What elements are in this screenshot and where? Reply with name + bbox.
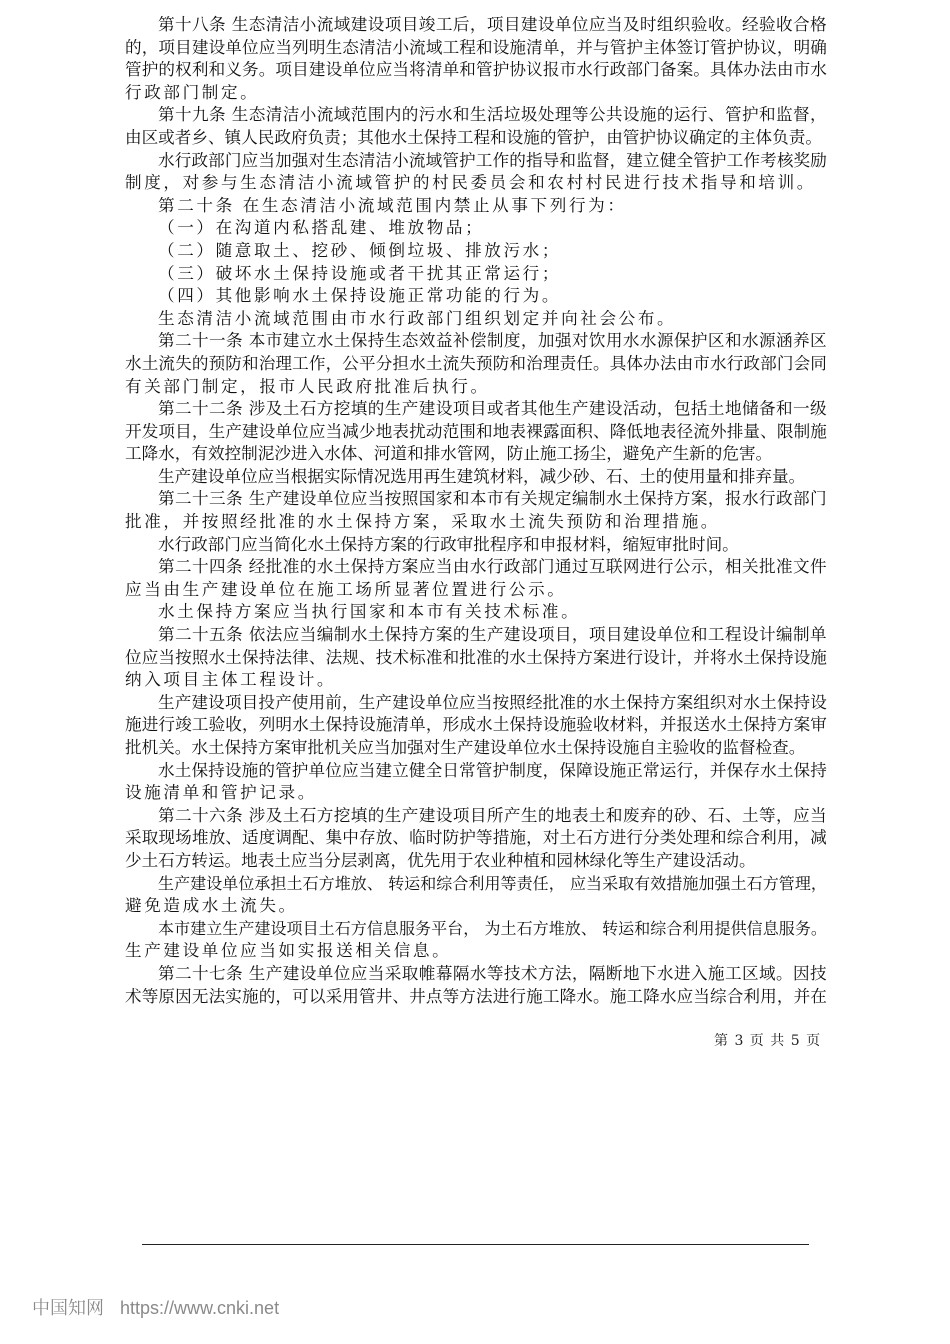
text-line: （四）其他影响水土保持设施正常功能的行为。 (158, 286, 562, 306)
text-line: 水土保持设施的管护单位应当建立健全日常管护制度，保障设施正常运行，并保存水土保持 (158, 760, 827, 780)
text-line: 第二十五条 依法应当编制水土保持方案的生产建设项目，项目建设单位和工程设计编制单 (158, 625, 827, 645)
text-line: 少土石方转运。地表土应当分层剥离，优先用于农业种植和园林绿化等生产建设活动。 (125, 850, 756, 870)
text-line: 本市建立生产建设项目土石方信息服务平台， 为土石方堆放、 转运和综合利用提供信息服务。 (158, 918, 827, 938)
text-line: 第二十三条 生产建设单位应当按照国家和本市有关规定编制水土保持方案，报水行政部门 (158, 489, 827, 509)
text-line: 生产建设单位应当如实报送相关信息。 (125, 941, 452, 961)
document-body (125, 14, 827, 1008)
text-line: 生产建设单位应当根据实际情况选用再生建筑材料，减少砂、石、土的使用量和排弃量。 (158, 466, 806, 486)
text-line: 批机关。水土保持方案审批机关应当加强对生产建设单位水土保持设施自主验收的监督检查。 (125, 738, 806, 757)
text-line: 批准，并按照经批准的水土保持方案，采取水土流失预防和治理措施。 (125, 512, 721, 532)
text-line: 水行政部门应当简化水土保持方案的行政审批程序和申报材料，缩短审批时间。 (158, 534, 739, 554)
watermark-brand: 中国知网 (32, 1298, 104, 1318)
text-line: 施进行竣工验收，列明水土保持设施清单，形成水土保持设施验收材料，并报送水土保持方案审 (125, 715, 827, 735)
text-line: 第二十一条 本市建立水土保持生态效益补偿制度，加强对饮用水水源保护区和水源涵养区 (158, 331, 827, 351)
text-line: 生态清洁小流域范围由市水行政部门组织划定并向社会公布。 (158, 308, 677, 328)
text-line: 术等原因无法实施的，可以采用管井、井点等方法进行施工降水。施工降水应当综合利用，并在 (125, 986, 827, 1006)
text-line: 第二十条 在生态清洁小流域范围内禁止从事下列行为： (158, 195, 627, 215)
text-line: 有关部门制定，报市人民政府批准后执行。 (125, 376, 490, 396)
page-number: 第 3 页 共 5 页 (714, 1033, 822, 1049)
footer-divider (142, 1244, 809, 1245)
text-line: 纳入项目主体工程设计。 (125, 670, 337, 690)
text-line: 应当由生产建设单位在施工场所显著位置进行公示。 (125, 579, 567, 599)
text-line: 第二十二条 涉及土石方挖填的生产建设项目或者其他生产建设活动，包括土地储备和一级 (158, 399, 827, 419)
text-line: 水行政部门应当加强对生态清洁小流域管护工作的指导和监督，建立健全管护工作考核奖励 (158, 150, 827, 170)
text-line: 开发项目，生产建设单位应当减少地表扰动范围和地表裸露面积、降低地表径流外排量、限制施 (125, 421, 827, 441)
text-line: 第二十四条 经批准的水土保持方案应当由水行政部门通过互联网进行公示，相关批准文件 (158, 557, 827, 577)
text-line: 工降水，有效控制泥沙进入水体、河道和排水管网，防止施工扬尘，避免产生新的危害。 (125, 444, 773, 464)
text-line: 由区或者乡、镇人民政府负责；其他水土保持工程和设施的管护，由管护协议确定的主体负责。 (125, 127, 822, 147)
watermark-url[interactable]: https://www.cnki.net (120, 1298, 280, 1318)
text-line: 设施清单和管护记录。 (125, 783, 317, 803)
text-line: 生产建设单位承担土石方堆放、 转运和综合利用等责任， 应当采取有效措施加强土石方管理， (158, 873, 827, 893)
text-line: 位应当按照水土保持法律、法规、技术标准和批准的水土保持方案进行设计，并将水土保持设施 (125, 647, 827, 667)
text-line: （一）在沟道内私搭乱建、堆放物品； (158, 218, 485, 238)
text-line: 第十八条 生态清洁小流域建设项目竣工后，项目建设单位应当及时组织验收。经验收合格 (158, 15, 827, 34)
text-line: 生产建设项目投产使用前，生产建设单位应当按照经批准的水土保持方案组织对水土保持设 (158, 692, 827, 712)
text-line: 第二十六条 涉及土石方挖填的生产建设项目所产生的地表土和废弃的砂、石、土等，应当 (158, 805, 827, 825)
text-line: 水土保持方案应当执行国家和本市有关技术标准。 (158, 602, 581, 622)
text-line: 第二十七条 生产建设单位应当采取帷幕隔水等技术方法，隔断地下水进入施工区域。因技 (158, 963, 827, 983)
text-line: （二）随意取土、挖砂、倾倒垃圾、排放污水； (158, 240, 562, 260)
text-line: 管护的权利和义务。项目建设单位应当将清单和管护协议报市水行政部门备案。具体办法由市水 (125, 60, 827, 80)
text-line: 制度，对参与生态清洁小流域管护的村民委员会和农村村民进行技术指导和培训。 (125, 173, 816, 193)
text-line: 避免造成水土流失。 (125, 896, 298, 916)
text-line: 行政部门制定。 (125, 82, 260, 102)
cnki-watermark (32, 1294, 279, 1320)
text-line: 第十九条 生态清洁小流域范围内的污水和生活垃圾处理等公共设施的运行、管护和监督， (158, 105, 827, 125)
text-line: 的，项目建设单位应当列明生态清洁小流域工程和设施清单，并与管护主体签订管护协议，明确 (125, 37, 827, 57)
text-line: 采取现场堆放、适度调配、集中存放、临时防护等措施，对土石方进行分类处理和综合利用，减 (125, 828, 827, 848)
text-line: 水土流失的预防和治理工作，公平分担水土流失预防和治理责任。具体办法由市水行政部门会同 (125, 353, 827, 373)
text-line: （三）破坏水土保持设施或者干扰其正常运行； (158, 263, 562, 283)
